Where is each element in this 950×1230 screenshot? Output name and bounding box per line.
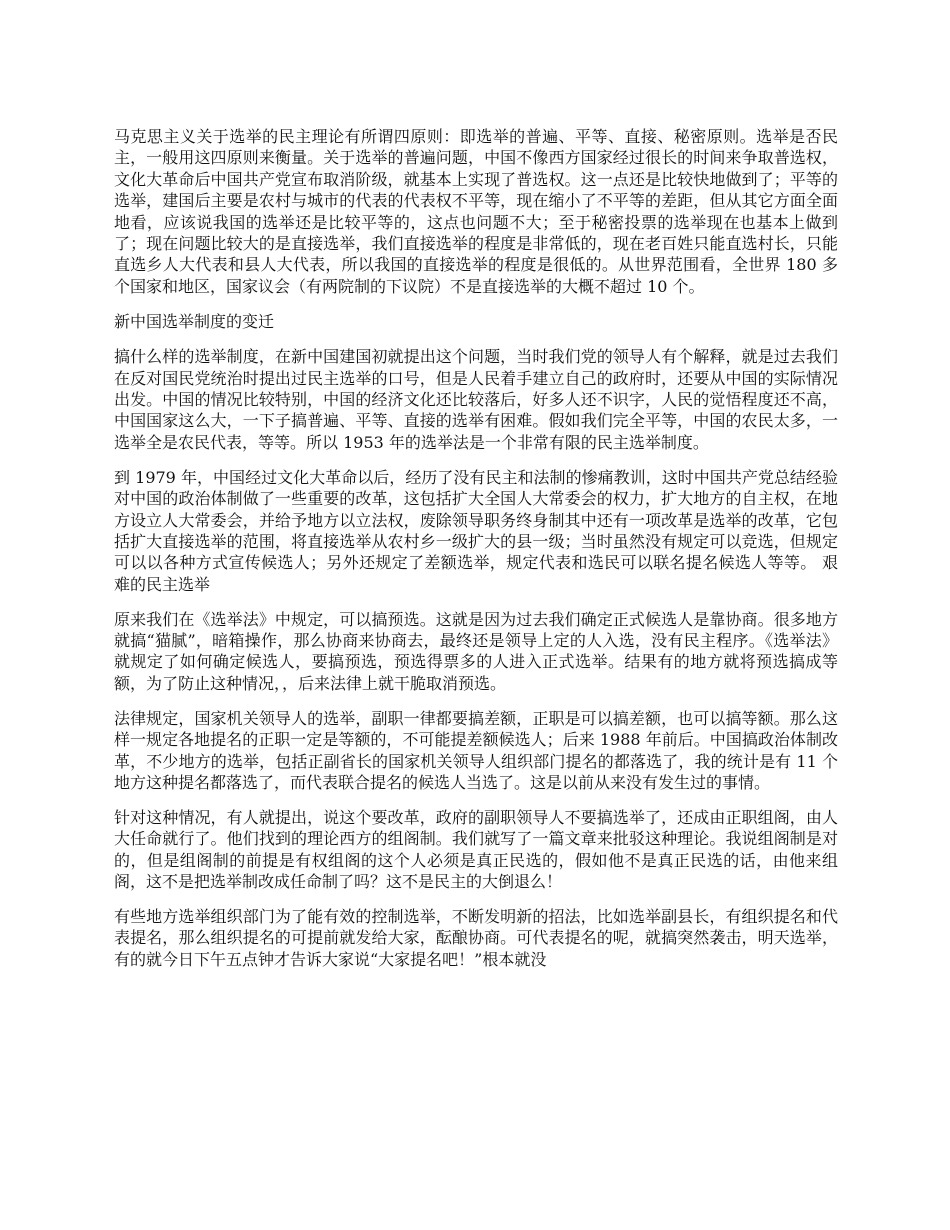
paragraph-1979-reforms: 到 1979 年，中国经过文化大革命以后，经历了没有民主和法制的惨痛教训，这时中国共产党总结经验对中国的政治体制做了一些重要的改革，这包括扩大全国人大常委会的权力，扩大地方的自主权，在地方设立人大常委会，并给予地方以立法权，废除领导职务终身制其中还有一项改革是选举的改革，它包括扩大直接选举的范围，将直接选举从农村乡一级扩大的县一级；当时虽然没有规定可以竞选，但规定可以以各种方式宣传候选人；另外还规定了差额选举，规定代表和选民可以联名提名候选人等等。 艰难的民主选举 xyxy=(114,467,838,594)
paragraph-competitive-election-rules: 法律规定，国家机关领导人的选举，副职一律都要搞差额，正职是可以搞差额，也可以搞等额。那么这样一规定各地提名的正职一定是等额的，不可能提差额候选人；后来 1988 年前后。中国搞政治体制改革，不少地方的选举，包括正副省长的国家机关领导人组织部门提名的都落选了，我的统计是有 11 个地方这种提名都落选了，而代表联合提名的候选人当选了。这是以前从来没有发生过的事情。 xyxy=(114,708,838,792)
paragraph-preliminary-election: 原来我们在《选举法》中规定，可以搞预选。这就是因为过去我们确定正式候选人是靠协商。很多地方就搞“猫腻”，暗箱操作，那么协商来协商去，最终还是领导上定的人入选，没有民主程序。《选举法》就规定了如何确定候选人，要搞预选，预选得票多的人进入正式选举。结果有的地方就将预选搞成等额，为了防止这种情况，，后来法律上就干脆取消预选。 xyxy=(114,609,838,693)
paragraph-early-prc-elections: 搞什么样的选举制度，在新中国建国初就提出这个问题，当时我们党的领导人有个解释，就是过去我们在反对国民党统治时提出过民主选举的口号，但是人民着手建立自己的政府时，还要从中国的实际情况出发。中国的情况比较特别，中国的经济文化还比较落后，好多人还不识字，人民的觉悟程度还不高，中国国家这么大，一下子搞普遍、平等、直接的选举有困难。假如我们完全平等，中国的农民太多，一选举全是农民代表，等等。所以 1953 年的选举法是一个非常有限的民主选举制度。 xyxy=(114,347,838,452)
paragraph-nomination-control: 有些地方选举组织部门为了能有效的控制选举，不断发明新的招法，比如选举副县长，有组织提名和代表提名，那么组织提名的可提前就发给大家，酝酿协商。可代表提名的呢，就搞突然袭击，明天选举，有的就今日下午五点钟才告诉大家说“大家提名吧！”根本就没 xyxy=(114,907,838,969)
document-page xyxy=(114,126,838,984)
paragraph-election-principles: 马克思主义关于选举的民主理论有所谓四原则：即选举的普遍、平等、直接、秘密原则。选举是否民主，一般用这四原则来衡量。关于选举的普遍问题，中国不像西方国家经过很长的时间来争取普选权，文化大革命后中国共产党宣布取消阶级，就基本上实现了普选权。这一点还是比较快地做到了；平等的选举，建国后主要是农村与城市的代表的代表权不平等，现在缩小了不平等的差距，但从其它方面全面地看，应该说我国的选举还是比较平等的，这点也问题不大；至于秘密投票的选举现在也基本上做到了；现在问题比较大的是直接选举，我们直接选举的程度是非常低的，现在老百姓只能直选村长，只能直选乡人大代表和县人大代表，所以我国的直接选举的程度是很低的。从世界范围看，全世界 180 多个国家和地区，国家议会（有两院制的下议院）不是直接选举的大概不超过 10 个。 xyxy=(114,127,838,296)
section-heading-election-system-changes: 新中国选举制度的变迁 xyxy=(114,311,275,331)
paragraph-cabinet-system: 针对这种情况，有人就提出，说这个要改革，政府的副职领导人不要搞选举了，还成由正职组阁，由人大任命就行了。他们找到的理论西方的组阁制。我们就写了一篇文章来批驳这种理论。我说组阁制是对的，但是组阁制的前提是有权组阁的这个人必须是真正民选的，假如他不是真正民选的话，由他来组阁，这不是把选举制改成任命制了吗？这不是民主的大倒退么！ xyxy=(114,807,838,892)
